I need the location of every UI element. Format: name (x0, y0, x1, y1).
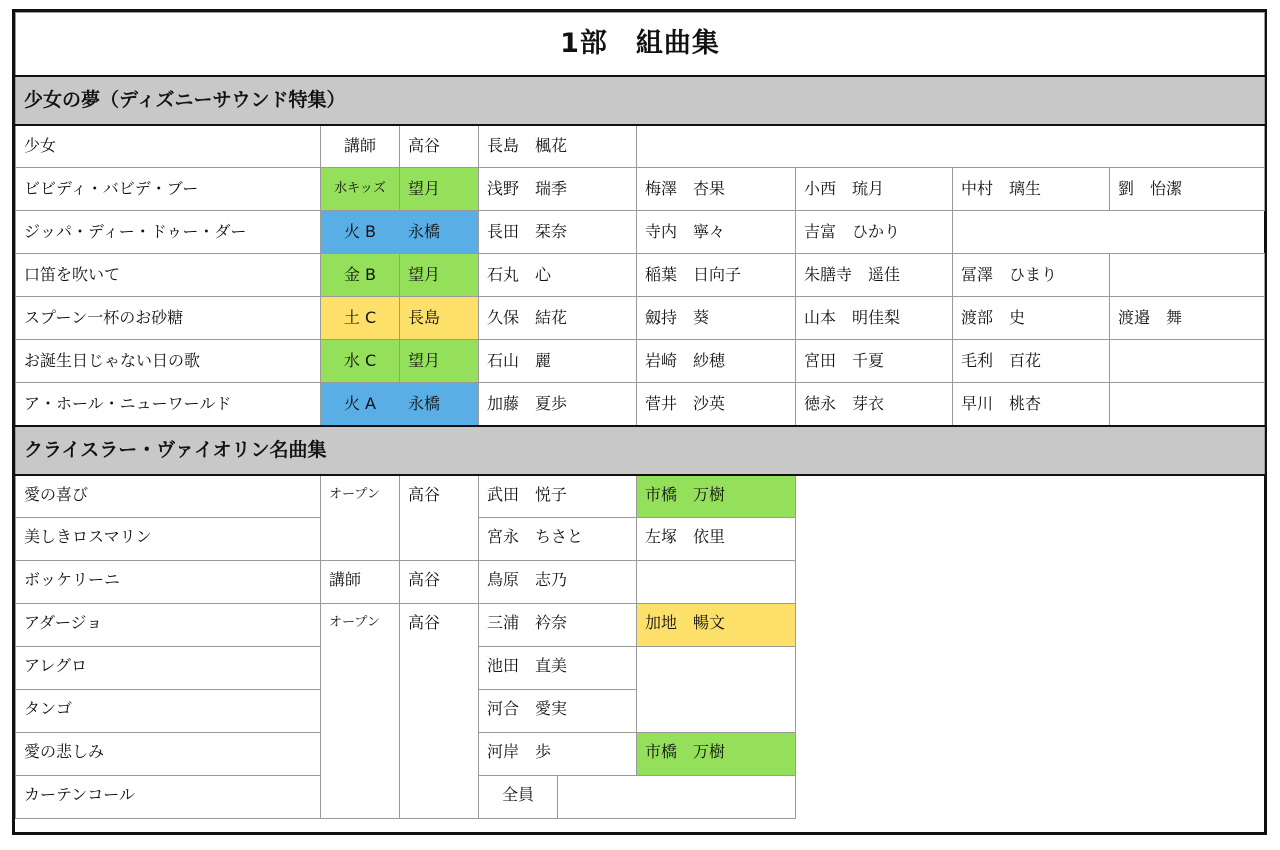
song-title: 口笛を吹いて (16, 254, 321, 297)
table-row (16, 168, 1265, 211)
player-name: 河岸 歩 (479, 733, 637, 776)
table-row (16, 475, 1265, 518)
song-title: スプーン一杯のお砂糖 (16, 297, 321, 340)
class-label: 講師 (321, 125, 400, 168)
player-name: 渡邉 舞 (1110, 297, 1265, 340)
player-name: 梅澤 杏果 (637, 168, 796, 211)
player-name: 加藤 夏歩 (479, 383, 637, 426)
empty-cell (558, 776, 796, 819)
teacher-name: 高谷 (400, 604, 479, 819)
player-name: 浅野 瑞季 (479, 168, 637, 211)
song-title: アレグロ (16, 647, 321, 690)
class-label: オープン (321, 475, 400, 561)
player-name: 加地 暢文 (637, 604, 796, 647)
table-row (16, 211, 1265, 254)
empty-cell (637, 125, 1265, 168)
class-label: 土 C (321, 297, 400, 340)
table-row (16, 340, 1265, 383)
song-title: カーテンコール (16, 776, 321, 819)
song-title: アダージョ (16, 604, 321, 647)
blank-area (796, 475, 1265, 819)
class-label: 火 A (321, 383, 400, 426)
player-name: 全員 (479, 776, 558, 819)
player-name: 中村 璃生 (953, 168, 1110, 211)
table-row (16, 125, 1265, 168)
player-name: 徳永 芽衣 (796, 383, 953, 426)
class-label: 水 C (321, 340, 400, 383)
teacher-name: 高谷 (400, 561, 479, 604)
song-title: ジッパ・ディー・ドゥー・ダー (16, 211, 321, 254)
song-title: 美しきロスマリン (16, 518, 321, 561)
teacher-name: 高谷 (400, 125, 479, 168)
player-name: 岩崎 紗穂 (637, 340, 796, 383)
table-row (16, 383, 1265, 426)
song-title: タンゴ (16, 690, 321, 733)
class-label: オープン (321, 604, 400, 819)
player-name: 吉富 ひかり (796, 211, 953, 254)
song-title: ア・ホール・ニューワールド (16, 383, 321, 426)
teacher-name: 永橋 (400, 383, 479, 426)
teacher-name: 望月 (400, 168, 479, 211)
empty-cell (1110, 254, 1265, 297)
player-name: 長田 栞奈 (479, 211, 637, 254)
player-name: 河合 愛実 (479, 690, 637, 733)
player-name: 宮田 千夏 (796, 340, 953, 383)
player-name: 山本 明佳梨 (796, 297, 953, 340)
page-title: 1部 組曲集 (16, 13, 1265, 76)
player-name: 冨澤 ひまり (953, 254, 1110, 297)
player-name: 左塚 依里 (637, 518, 796, 561)
player-name: 朱膳寺 遥佳 (796, 254, 953, 297)
player-name: 寺内 寧々 (637, 211, 796, 254)
teacher-name: 長島 (400, 297, 479, 340)
class-label: 講師 (321, 561, 400, 604)
teacher-name: 高谷 (400, 475, 479, 561)
song-title: 愛の悲しみ (16, 733, 321, 776)
player-name: 市橋 万樹 (637, 733, 796, 776)
empty-cell (1110, 340, 1265, 383)
song-title: 少女 (16, 125, 321, 168)
class-label: 火 B (321, 211, 400, 254)
class-label: 水キッズ (321, 168, 400, 211)
empty-cell (1110, 383, 1265, 426)
player-name: 渡部 史 (953, 297, 1110, 340)
program-table (15, 12, 1265, 819)
player-name: 鳥原 志乃 (479, 561, 637, 604)
player-name: 市橋 万樹 (637, 475, 796, 518)
teacher-name: 永橋 (400, 211, 479, 254)
song-title: ボッケリーニ (16, 561, 321, 604)
player-name: 石山 麗 (479, 340, 637, 383)
player-name: 石丸 心 (479, 254, 637, 297)
section-heading: クライスラー・ヴァイオリン名曲集 (16, 426, 1265, 475)
table-row (16, 297, 1265, 340)
section-heading: 少女の夢（ディズニーサウンド特集） (16, 76, 1265, 125)
song-title: お誕生日じゃない日の歌 (16, 340, 321, 383)
empty-cell (953, 211, 1265, 254)
player-name: 菅井 沙英 (637, 383, 796, 426)
empty-cell (637, 647, 796, 733)
song-title: 愛の喜び (16, 475, 321, 518)
player-name: 久保 結花 (479, 297, 637, 340)
class-label: 金 B (321, 254, 400, 297)
player-name: 三浦 衿奈 (479, 604, 637, 647)
teacher-name: 望月 (400, 340, 479, 383)
player-name: 稲葉 日向子 (637, 254, 796, 297)
player-name: 池田 直美 (479, 647, 637, 690)
player-name: 武田 悦子 (479, 475, 637, 518)
empty-cell (637, 561, 796, 604)
player-name: 早川 桃杏 (953, 383, 1110, 426)
table-row (16, 254, 1265, 297)
player-name: 劔持 葵 (637, 297, 796, 340)
teacher-name: 望月 (400, 254, 479, 297)
player-name: 長島 楓花 (479, 125, 637, 168)
song-title: ビビディ・バビデ・ブー (16, 168, 321, 211)
player-name: 劉 怡潔 (1110, 168, 1265, 211)
player-name: 宮永 ちさと (479, 518, 637, 561)
player-name: 毛利 百花 (953, 340, 1110, 383)
player-name: 小西 琉月 (796, 168, 953, 211)
